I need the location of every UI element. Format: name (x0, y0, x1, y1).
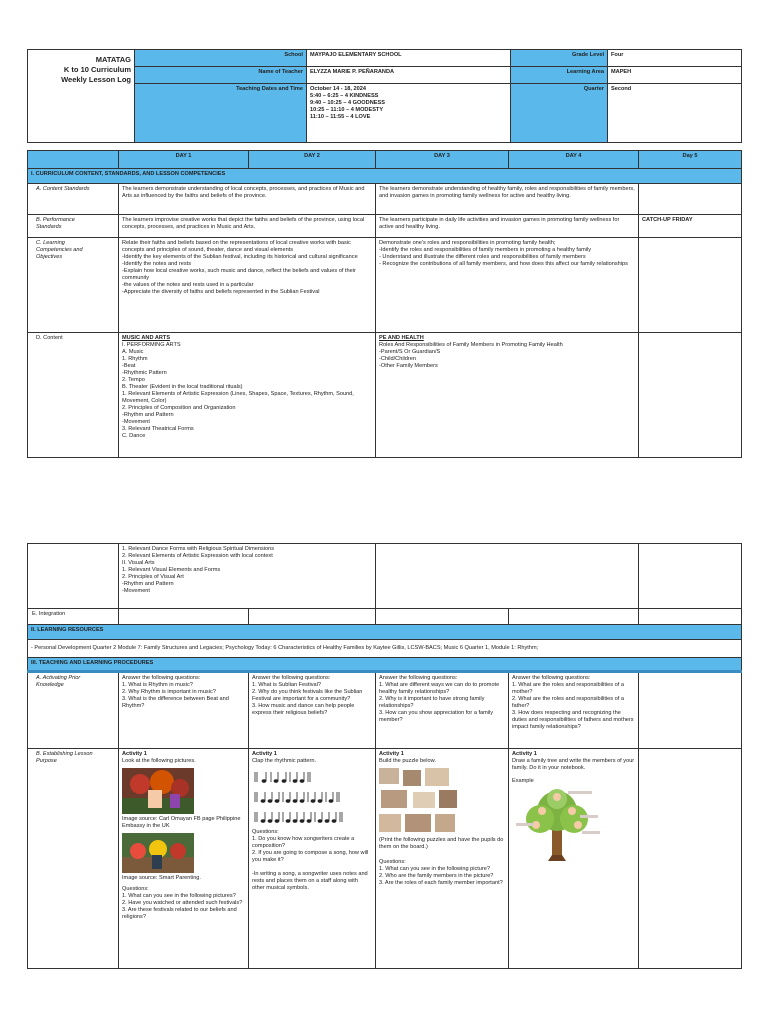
pe-health-topics: Roles And Responsibilities of Family Members in Promoting Family Health -Parent/S Or Guardian/S -Child/Children -Other Family Members (379, 342, 563, 369)
grade-level-label: Grade Level (511, 50, 608, 67)
title-line-2: K to 10 Curriculum (63, 65, 131, 74)
lesson-purpose-day4 (509, 749, 639, 969)
activity-1-title: Activity 1 (379, 751, 404, 757)
content-standards-day5 (639, 184, 742, 215)
learning-resources: - Personal Development Quarter 2 Module 7: Family Structures and Legacies; Psychology Today: 6 Characteristics of Healthy Families by Kaytee Gillis, LCSW-BACS; Music 6 Quarter 1, Module 1: Rhythm; (28, 640, 742, 658)
day1-intro: Look at the following pictures. (122, 758, 196, 764)
day-4-header: DAY 4 (509, 151, 639, 169)
section-procedures-heading: III. TEACHING AND LEARNING PROCEDURES (28, 658, 742, 672)
performance-standards-music-arts: The learners improvise creative works that depict the faiths and beliefs of the province, using local concepts, processes, and practices in Music and Arts. (119, 215, 376, 238)
activity-1-title: Activity 1 (252, 751, 277, 757)
festival-photo-2 (122, 833, 194, 873)
content-continued-label (28, 544, 119, 609)
family-puzzle-pieces (379, 768, 459, 834)
integration-day5 (639, 609, 742, 625)
content-pe-health (376, 333, 639, 458)
content-day5 (639, 333, 742, 458)
lesson-purpose-day5 (639, 749, 742, 969)
activity-1-title: Activity 1 (512, 751, 537, 757)
performance-standards-label: B. Performance Standards (28, 215, 119, 238)
teacher-value: ELYZZA MARIE P. PEÑARANDA (307, 67, 511, 84)
competencies-music-arts: Relate their faiths and beliefs based on the representations of local creative works with basic concepts and principles of sound, theater, dance and visual elements -Identify the key elements of the Sublian festival, including its historical and cultural significance -Identify the notes and rests -Explain how local creative works, such music and dance, reflect the beliefs and values of their community -the values of the notes and rests used in a particular -Appreciate the diversity of faiths and beliefs represented in the Sublian Festival (119, 238, 376, 333)
integration-day4 (509, 609, 639, 625)
prior-knowledge-label: A. Activating Prior Knowledge (28, 672, 119, 749)
day3-note: (Print the following puzzles and have the pupils do them on the board.) (379, 837, 504, 850)
learning-area-value: MAPEH (608, 67, 742, 84)
curriculum-table-continued (27, 543, 742, 969)
day4-example-label: Example (512, 778, 534, 784)
prior-knowledge-day5 (639, 672, 742, 749)
school-label: School (135, 50, 307, 67)
dates-label: Teaching Dates and Time (135, 84, 307, 143)
lesson-log-title (28, 50, 135, 143)
content-standards-pe-health: The learners demonstrate understanding of healthy family, roles and responsibilities of family members, and invasion games in promoting family wellness for active and healthy living. (376, 184, 639, 215)
lesson-purpose-day3 (376, 749, 509, 969)
day3-questions: Questions: 1. What can you see in the following picture? 2. Who are the family members in the picture? 3. Are the roles of each family member important? (379, 859, 503, 886)
integration-day2 (249, 609, 376, 625)
day5-continued (639, 544, 742, 609)
day-5-header: Day 5 (639, 151, 742, 169)
activity-1-title: Activity 1 (122, 751, 147, 757)
performance-standards-pe-health: The learners participate in daily life activities and invasion games in promoting family wellness for active and healthy living. (376, 215, 639, 238)
school-value: MAYPAJO ELEMENTARY SCHOOL (307, 50, 511, 67)
quarter-value: Second (608, 84, 742, 143)
content-label: D. Content (28, 333, 119, 458)
music-arts-topics-continued: 1. Relevant Dance Forms with Religious Spiritual Dimensions 2. Relevant Elements of Artistic Expression with local context II. Visual Arts 1. Relevant Visual Elements and Forms 2. Principles of Visual Art -Rhythm and Pattern -Movement (119, 544, 376, 609)
music-arts-topics: I. PERFORMING ARTS A. Music 1. Rhythm -Beat -Rhythmic Pattern 2. Tempo B. Theater (Evident in the local traditional rituals) 1. Relevant Elements of Artistic Expression (Lines, Shapes, Space, Textures, Rhythm, Sound, Movement, Color) 2. Principles of Composition and Organization -Rhythm and Pattern -Movement 3. Relevant Theatrical Forms C. Dance (122, 342, 354, 439)
quarter-label: Quarter (511, 84, 608, 143)
day-2-header: DAY 2 (249, 151, 376, 169)
pe-health-continued (376, 544, 639, 609)
integration-label: E. Integration (28, 609, 119, 625)
integration-day3 (376, 609, 509, 625)
prior-knowledge-day2: Answer the following questions: 1. What is Sublian Festival? 2. Why do you think festivals like the Sublian Festival are important for a community? 3. How music and dance can help people express their religious beliefs? (249, 672, 376, 749)
prior-knowledge-day1: Answer the following questions: 1. What is Rhythm in music? 2. Why Rhythm is important in music? 3. What is the difference between Beat and Rhythm? (119, 672, 249, 749)
day-3-header: DAY 3 (376, 151, 509, 169)
content-standards-label: A. Content Standards (28, 184, 119, 215)
lesson-purpose-day2 (249, 749, 376, 969)
festival-photo-1 (122, 768, 194, 814)
header-table (27, 49, 742, 143)
competencies-day5 (639, 238, 742, 333)
curriculum-table (27, 150, 742, 458)
grade-level-value: Four (608, 50, 742, 67)
title-line-1: MATATAG (95, 55, 131, 64)
teacher-label: Name of Teacher (135, 67, 307, 84)
competencies-label: C. Learning Competencies and Objectives (28, 238, 119, 333)
day1-image-source-1: Image source: Carl Omayan FB page Philippine Embassy in the UK (122, 816, 241, 829)
day2-questions: Questions: 1. Do you know how songwriters create a composition? 2. If you are going to compose a song, how will you make it? -In writing a song, a songwriter uses notes and rests and places them on a staff along with other musical symbols. (252, 829, 369, 891)
day3-intro: Build the puzzle below. (379, 758, 436, 764)
content-music-arts (119, 333, 376, 458)
content-standards-music-arts: The learners demonstrate understanding of local concepts, processes, and practices of Music and Arts as influenced by the faiths and beliefs of the province. (119, 184, 376, 215)
section-resources-heading: II. LEARNING RESOURCES (28, 625, 742, 640)
day-1-header: DAY 1 (119, 151, 249, 169)
day1-questions: Questions: 1. What can you see in the following pictures? 2. Have you watched or attended such festivals? 3. Are these festivals related to our beliefs and religions? (122, 886, 243, 920)
title-line-3: Weekly Lesson Log (61, 75, 131, 84)
competencies-pe-health: Demonstrate one's roles and responsibilities in promoting family health; -Identify the roles and responsibilities of family members in promoting a healthy family - Understand and illustrate the different roles and responsibilities of family members - Recognize the contributions of all family members, and how does this affect our family relationships (376, 238, 639, 333)
day1-image-source-2: Image source: Smart Parenting. (122, 875, 201, 881)
day2-intro: Clap the rhythmic pattern. (252, 758, 317, 764)
learning-area-label: Learning Area (511, 67, 608, 84)
lesson-purpose-label: B. Establishing Lesson Purpose (28, 749, 119, 969)
day4-intro: Draw a family tree and write the members of your family. Do it in your notebook. (512, 758, 635, 771)
family-tree-illustration (512, 787, 602, 865)
days-corner (28, 151, 119, 169)
integration-day1 (119, 609, 249, 625)
catch-up-friday: CATCH-UP FRIDAY (639, 215, 742, 238)
lesson-purpose-day1 (119, 749, 249, 969)
pe-health-heading: PE AND HEALTH (379, 335, 424, 341)
rhythmic-pattern-notation (252, 768, 372, 826)
dates-value: October 14 - 18, 2024 5:40 – 6:25 – 4 KINDNESS 9:40 – 10:25 – 4 GOODNESS 10:25 – 11:10 – 4 MODESTY 11:10 – 11:55 – 4 LOVE (307, 84, 511, 143)
prior-knowledge-day3: Answer the following questions: 1. What are different ways we can do to promote healthy family relationships? 2. Why is it important to have strong family relationships? 3. How can you show appreciation for a family member? (376, 672, 509, 749)
section-curriculum-heading: I. CURRICULUM CONTENT, STANDARDS, AND LESSON COMPETENCIES (28, 169, 742, 184)
prior-knowledge-day4: Answer the following questions: 1. What are the roles and responsibilities of a mother? 2. What are the roles and responsibilities of a father? 3. How does respecting and recognizing the duties and responsibilities of fathers and mothers impact family relationships? (509, 672, 639, 749)
music-arts-heading: MUSIC AND ARTS (122, 335, 171, 341)
